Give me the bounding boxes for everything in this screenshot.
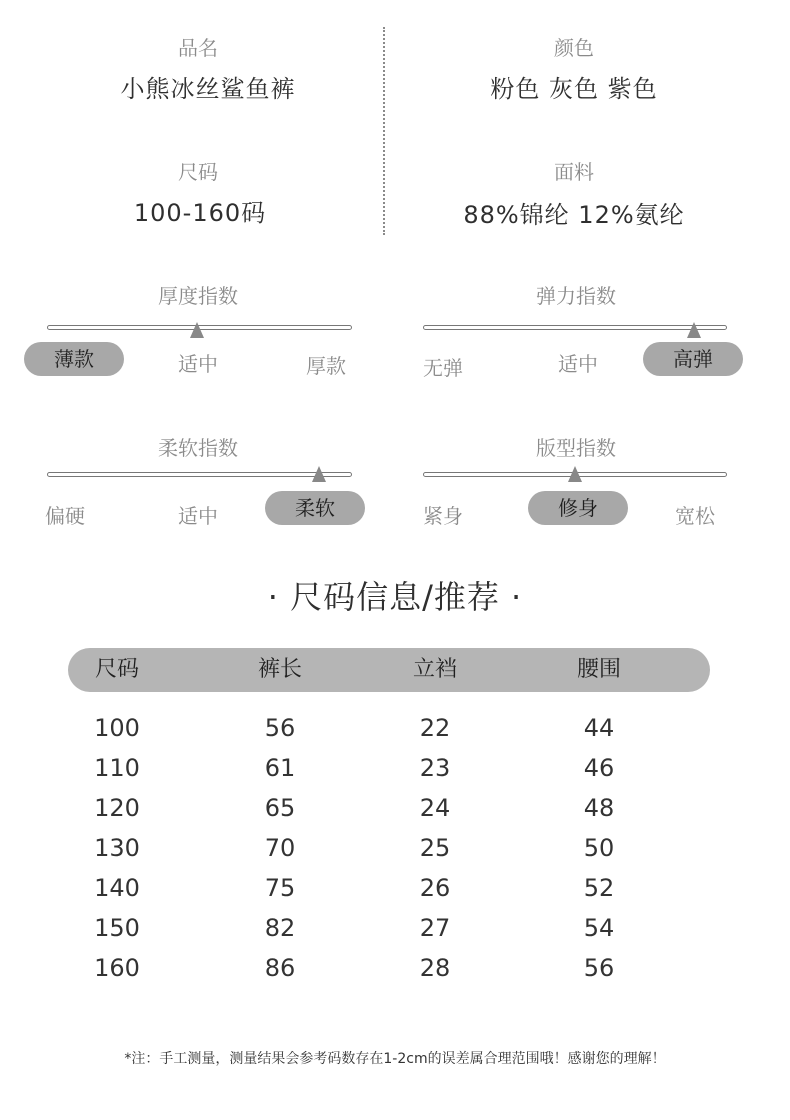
fabric-value: 88%锦纶 12%氨纶 [463,201,685,229]
cell-waist: 48 [583,794,615,822]
fit-option-tight: 紧身 [423,504,463,528]
thickness-option-thin-selected: 薄款 [24,342,124,376]
cell-waist: 44 [583,714,615,742]
cell-waist: 46 [583,754,615,782]
cell-size: 140 [94,874,140,902]
softness-index-title: 柔软指数 [158,436,238,460]
header-rise: 立裆 [412,657,457,682]
cell-waist: 50 [583,834,615,862]
table-row [0,788,790,828]
cell-size: 130 [94,834,140,862]
cell-pants-length: 75 [264,874,296,902]
softness-index-track [47,472,352,477]
cell-waist: 52 [583,874,615,902]
fit-option-slim-selected: 修身 [528,491,628,525]
fit-option-loose: 宽松 [675,504,715,528]
header-waist: 腰围 [576,657,621,682]
elasticity-index-marker [687,322,701,338]
size-table-header [68,648,710,692]
cell-size: 110 [94,754,140,782]
cell-pants-length: 56 [264,714,296,742]
size-section-title: · 尺码信息/推荐 · [267,578,523,616]
elasticity-option-none: 无弹 [423,356,463,380]
elasticity-index-track [423,325,727,330]
table-row [0,908,790,948]
elasticity-option-medium: 适中 [558,352,598,376]
thickness-option-thick: 厚款 [306,354,346,378]
table-row [0,868,790,908]
cell-pants-length: 61 [264,754,296,782]
thickness-option-medium: 适中 [178,352,218,376]
fabric-label: 面料 [554,160,594,184]
fit-index-marker [568,466,582,482]
softness-index-marker [312,466,326,482]
cell-rise: 28 [419,954,451,982]
cell-waist: 54 [583,914,615,942]
thickness-index-title: 厚度指数 [158,284,238,308]
cell-pants-length: 65 [264,794,296,822]
cell-size: 100 [94,714,140,742]
cell-rise: 27 [419,914,451,942]
cell-pants-length: 86 [264,954,296,982]
table-row [0,748,790,788]
cell-rise: 25 [419,834,451,862]
table-row [0,948,790,988]
cell-rise: 22 [419,714,451,742]
size-label: 尺码 [178,160,218,184]
table-row [0,828,790,868]
header-pants-length: 裤长 [257,657,302,682]
color-label: 颜色 [554,36,594,60]
measurement-footnote: *注：手工测量，测量结果会参考码数存在1-2cm的误差属合理范围哦！感谢您的理解！ [124,1051,666,1067]
cell-pants-length: 82 [264,914,296,942]
cell-size: 120 [94,794,140,822]
cell-rise: 23 [419,754,451,782]
cell-size: 160 [94,954,140,982]
cell-size: 150 [94,914,140,942]
thickness-index-marker [190,322,204,338]
cell-pants-length: 70 [264,834,296,862]
elasticity-option-high-selected: 高弹 [643,342,743,376]
cell-rise: 24 [419,794,451,822]
softness-option-hard: 偏硬 [45,504,85,528]
product-name-value: 小熊冰丝鲨鱼裤 [120,75,296,103]
header-size: 尺码 [94,657,139,682]
info-divider [383,27,385,235]
fit-index-title: 版型指数 [536,436,616,460]
product-name-label: 品名 [178,36,218,60]
softness-option-soft-selected: 柔软 [265,491,365,525]
cell-waist: 56 [583,954,615,982]
softness-option-medium: 适中 [178,504,218,528]
elasticity-index-title: 弹力指数 [536,284,616,308]
table-row [0,708,790,748]
cell-rise: 26 [419,874,451,902]
size-value: 100-160码 [133,199,267,227]
color-value: 粉色 灰色 紫色 [490,75,658,103]
